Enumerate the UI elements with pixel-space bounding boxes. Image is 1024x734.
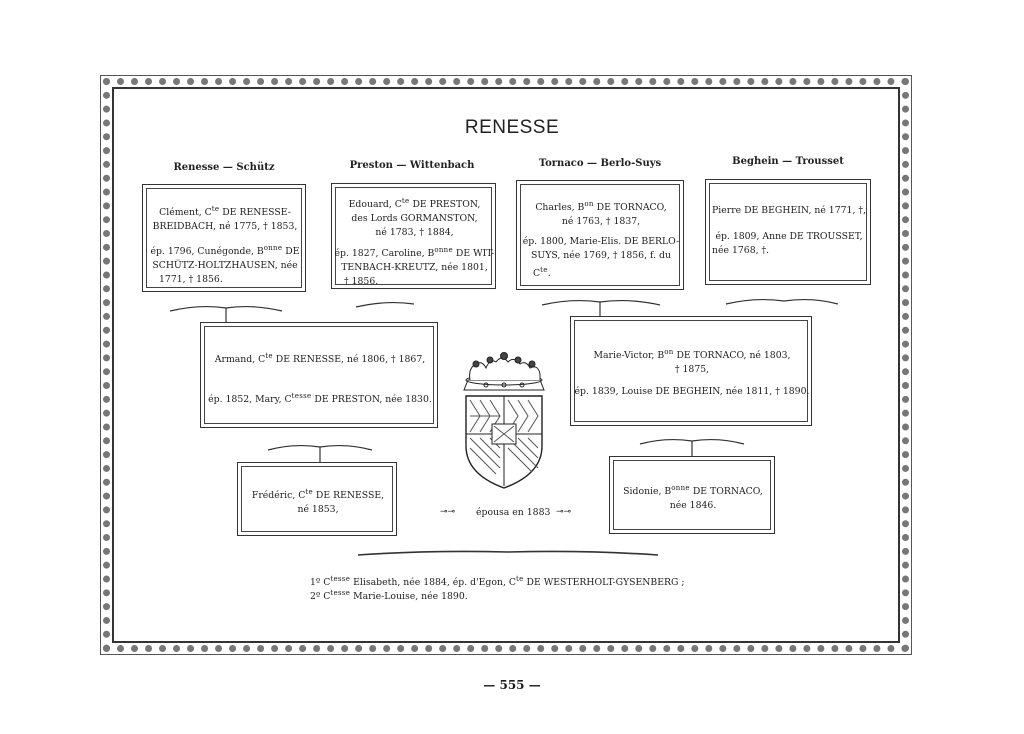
gen1-0-line4: SCHÜTZ-HOLTZHAUSEN, née bbox=[152, 260, 298, 272]
column-header-preston-wittenbach: Preston — Wittenbach bbox=[349, 160, 475, 171]
gen2-0-line1: Armand, $C^{te}$ DE RENESSE, né 1806, † 1867, bbox=[214, 352, 426, 366]
marriage-annotation bbox=[440, 506, 584, 522]
gen3-1-line1: Sidonie, $B^{onne}$ DE TORNACO, bbox=[623, 484, 763, 498]
gen2-0-line2: ép. 1852, Mary, $C^{tesse}$ DE PRESTON, née 1830. bbox=[208, 392, 432, 406]
gen1-2-line4: SUYS, née 1769, † 1856, f. du bbox=[531, 250, 671, 262]
gen3-0-line1: Frédéric, $C^{te}$ DE RENESSE, bbox=[251, 488, 385, 502]
gen1-2-line2: né 1763, † 1837, bbox=[561, 216, 641, 228]
gen1-1-line6: † 1856. bbox=[344, 276, 379, 288]
child-line-1: 1º $C^{tesse}$ Elisabeth, née 1884, ép. d'Egon, $C^{te}$ DE WESTERHOLT-GYSENBERG ; bbox=[310, 575, 685, 589]
gen1-3-line2: ép. 1809, Anne DE TROUSSET, bbox=[715, 231, 863, 242]
gen1-1-line2: des Lords GORMANSTON, bbox=[351, 213, 478, 225]
gen1-1-line5: TENBACH-KREUTZ, née 1801, bbox=[341, 262, 488, 274]
gen2-1-line2: † 1875, bbox=[674, 364, 710, 376]
gen3-0-line2: né 1853, bbox=[297, 504, 339, 516]
gen3-1-line2: née 1846. bbox=[669, 500, 717, 512]
page-title: RENESSE bbox=[464, 117, 560, 138]
column-header-tornaco-berlo-suys: Tornaco — Berlo-Suys bbox=[538, 158, 662, 169]
child-line-2: 2º $C^{tesse}$ Marie-Louise, née 1890. bbox=[310, 589, 468, 603]
gen1-2-line5: $C^{te}$. bbox=[533, 266, 551, 280]
ornament-left-icon: ⊸⊸ bbox=[440, 507, 456, 517]
marriage-text: épousa en 1883 bbox=[476, 507, 551, 518]
gen1-1-line1: Edouard, $C^{te}$ DE PRESTON, bbox=[348, 197, 481, 211]
column-header-renesse-schutz: Renesse — Schütz bbox=[173, 162, 275, 173]
gen1-3-line1: Pierre DE BEGHEIN, né 1771, †, bbox=[712, 205, 866, 216]
gen1-1-line3: né 1783, † 1884, bbox=[375, 227, 454, 239]
gen1-2-line3: ép. 1800, Marie-Elis. DE BERLO- bbox=[522, 236, 680, 248]
gen1-0-line5: 1771, † 1856. bbox=[159, 274, 223, 286]
ornament-right-icon: ⊸⊸ bbox=[556, 507, 572, 517]
column-header-beghein-trousset: Beghein — Trousset bbox=[732, 156, 844, 167]
coat-of-arms-icon bbox=[456, 350, 552, 490]
gen1-0-line1: Clément, $C^{te}$ DE RENESSE- bbox=[159, 205, 291, 219]
gen1-3-line3: née 1768, †. bbox=[712, 245, 770, 256]
gen1-0-line2: BREIDBACH, né 1775, † 1853, bbox=[152, 221, 298, 233]
gen1-2-line1: Charles, $B^{on}$ DE TORNACO, bbox=[535, 200, 667, 214]
gen1-0-line3: ép. 1796, Cunégonde, $B^{onne}$ DE bbox=[150, 244, 300, 258]
page-number: — 555 — bbox=[483, 678, 541, 692]
gen1-1-line4: ép. 1827, Caroline, $B^{onne}$ DE WIT- bbox=[334, 246, 495, 260]
gen2-1-line1: Marie-Victor, $B^{on}$ DE TORNACO, né 1803, bbox=[593, 348, 791, 362]
gen2-1-line3: ép. 1839, Louise DE BEGHEIN, née 1811, † 1890. bbox=[574, 386, 810, 398]
